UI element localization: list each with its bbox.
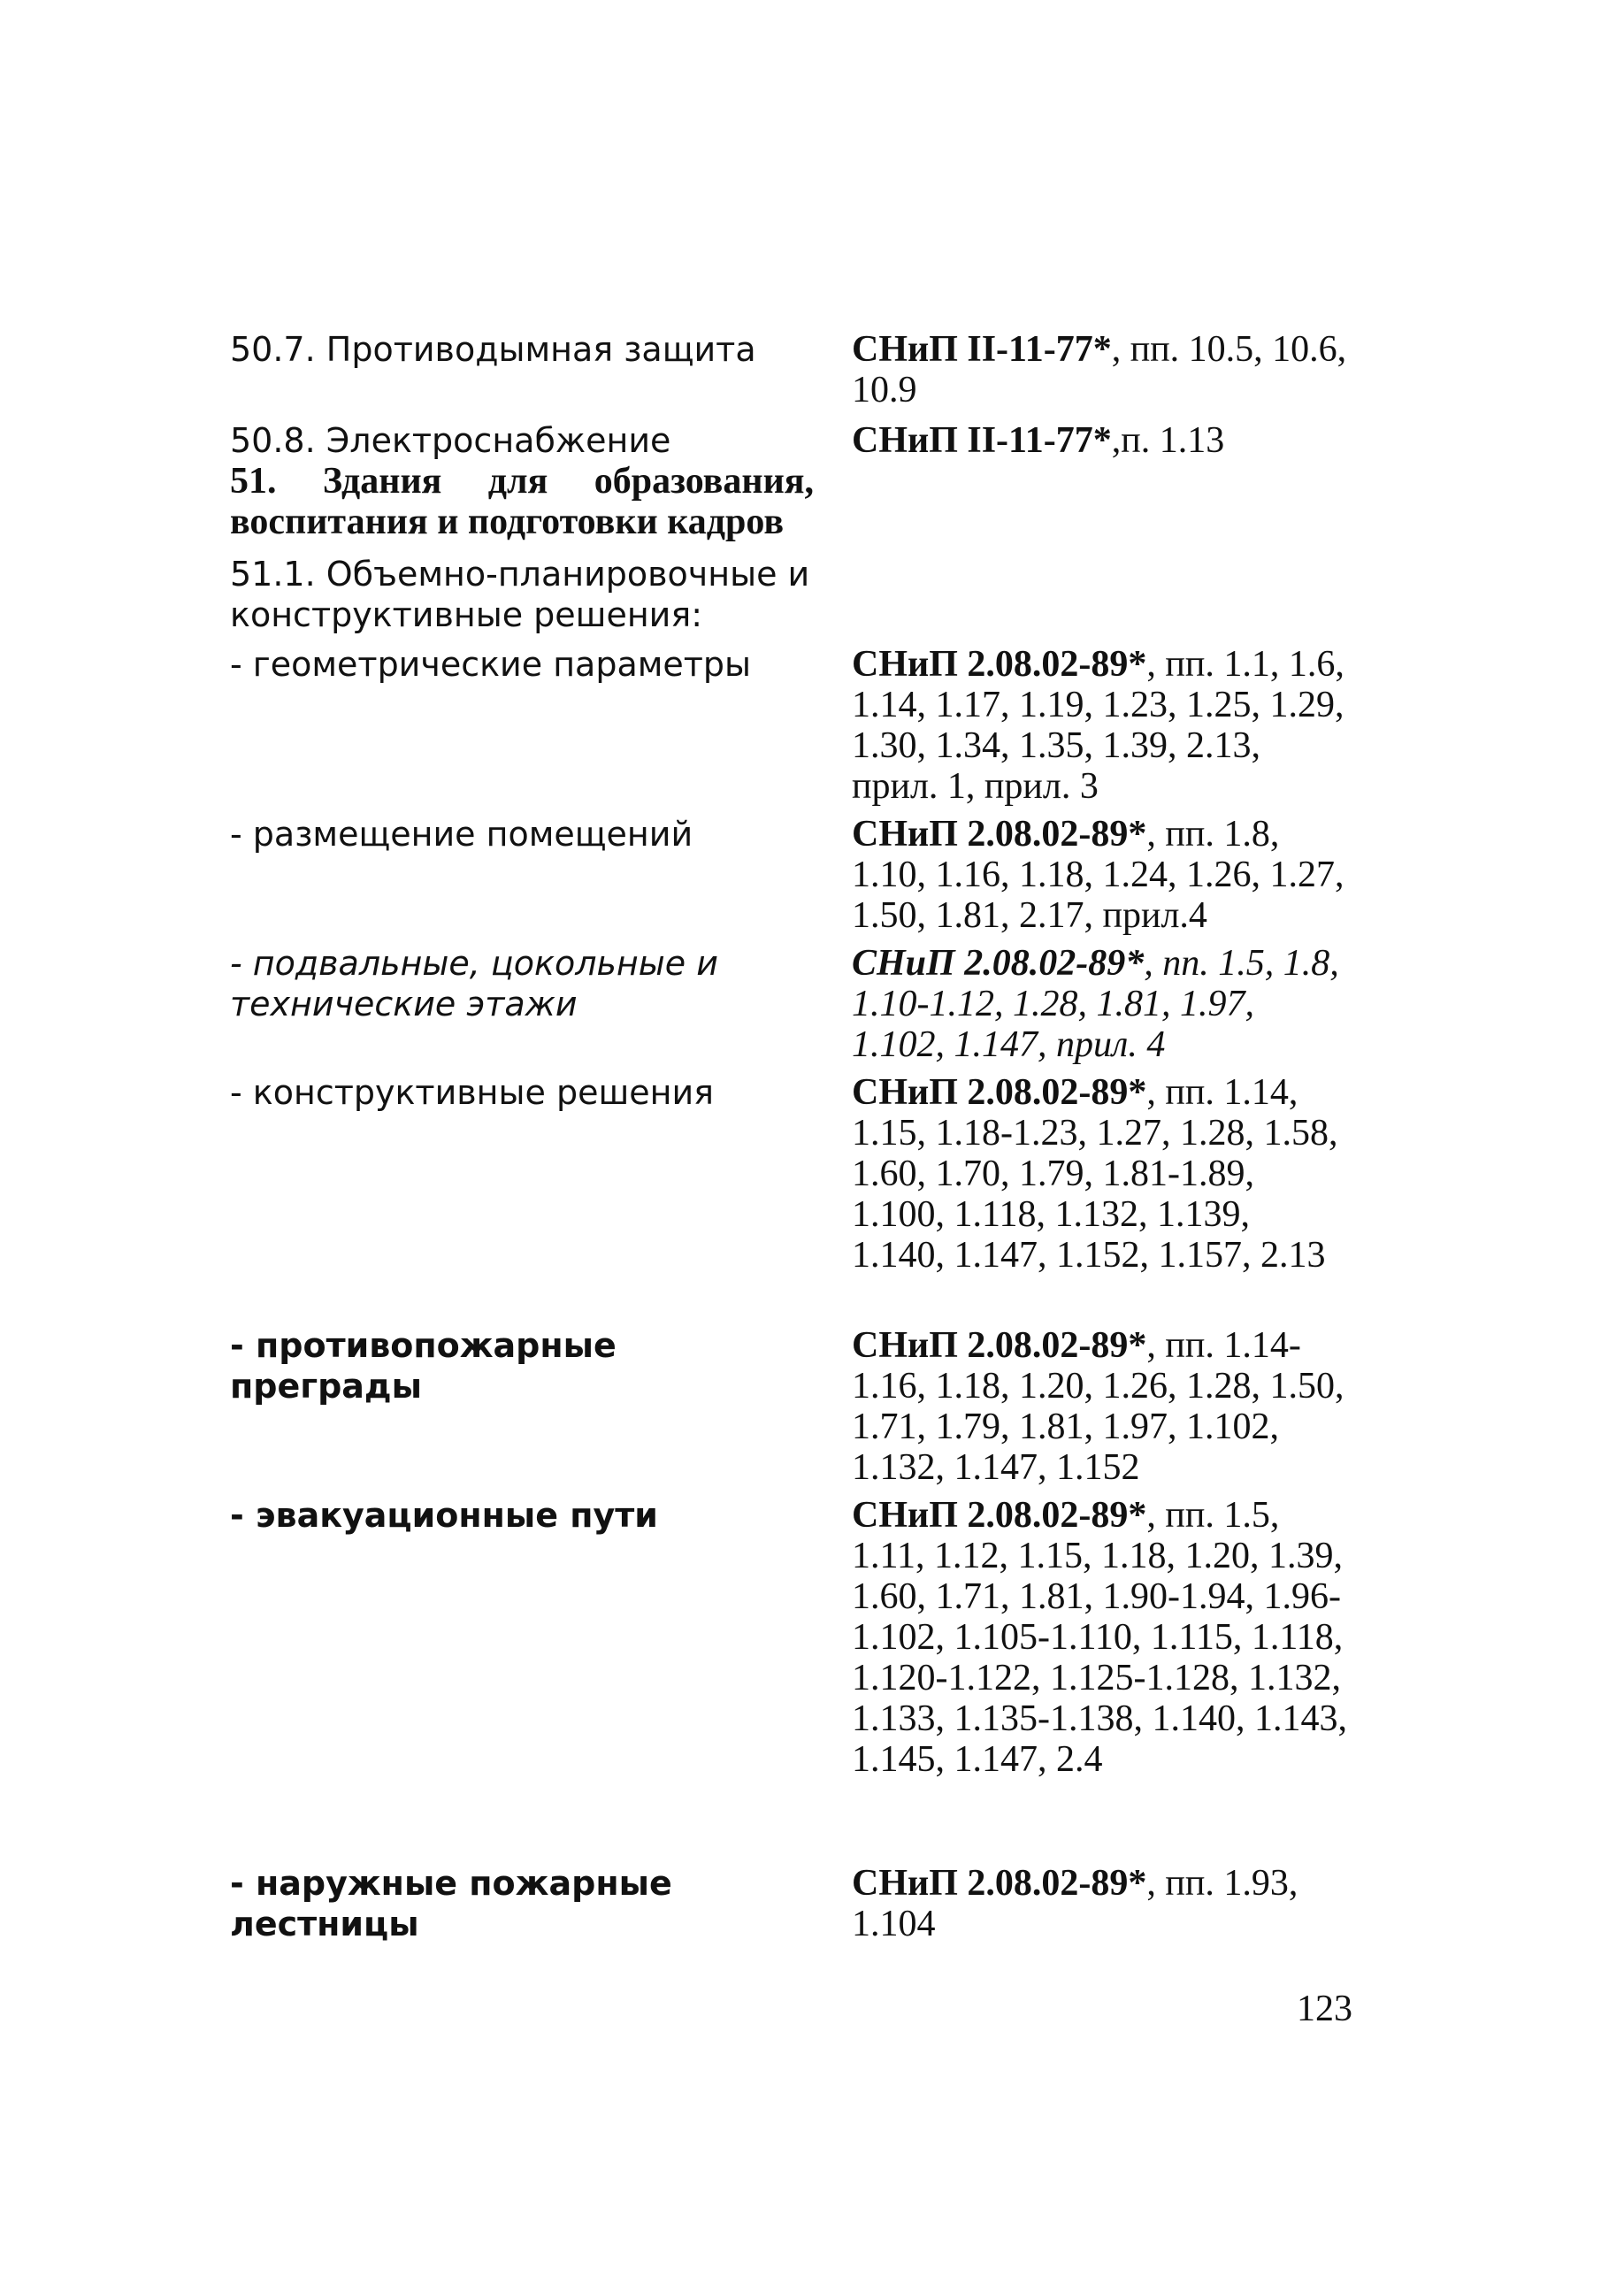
clause-list: , пп. 1.14-1.16, 1.18, 1.20, 1.26, 1.28, 1.50, 1.71, 1.79, 1.81, 1.97, 1.102, 1.132, 1.147, 1.152 [852, 1325, 1344, 1488]
item-fire-barriers-reference [852, 1325, 1347, 1488]
snip-reference: СНиП 2.08.02-89* [852, 1072, 1147, 1113]
clause-list: , пп. 1.14, 1.15, 1.18-1.23, 1.27, 1.28, 1.58, 1.60, 1.70, 1.79, 1.81-1.89, 1.100, 1.118, 1.132, 1.139, 1.140, 1.147, 1.152, 1.157, 2.13 [852, 1072, 1338, 1276]
clause-list: , пп. 1.5, 1.8, 1.10-1.12, 1.28, 1.81, 1.97, 1.102, 1.147, прил. 4 [852, 943, 1339, 1065]
item-evacuation-routes: - эвакуационные пути [230, 1496, 658, 1535]
item-evacuation-routes-reference [852, 1495, 1347, 1780]
snip-reference: СНиП 2.08.02-89* [852, 1863, 1147, 1904]
snip-reference: СНиП 2.08.02-89* [852, 644, 1147, 685]
item-50-7-reference [852, 329, 1347, 410]
snip-reference: СНиП II-11-77* [852, 420, 1112, 461]
page-number: 123 [1297, 1989, 1352, 2029]
snip-reference: СНиП 2.08.02-89* [852, 1325, 1147, 1366]
item-50-8-reference [852, 420, 1347, 461]
item-51-1-title: 51.1. Объемно-планировочные и конструктивные решения: [230, 555, 810, 634]
item-room-placement: - размещение помещений [230, 815, 693, 854]
clause-list: , пп. 1.8, 1.10, 1.16, 1.18, 1.24, 1.26, 1.27, 1.50, 1.81, 2.17, прил.4 [852, 814, 1344, 936]
item-50-7-title: 50.7. Противодымная защита [230, 330, 756, 369]
snip-reference: СНиП 2.08.02-89* [852, 814, 1147, 855]
section-51-heading: 51. Здания для образования, воспитания и подготовки кадров [230, 461, 814, 542]
item-structural-solutions-reference [852, 1072, 1347, 1276]
clause-list: , пп. 10.5, 10.6, 10.9 [852, 329, 1347, 410]
item-basement-floors-reference [852, 943, 1347, 1065]
snip-reference: СНиП II-11-77* [852, 329, 1112, 370]
clause-list: , пп. 1.1, 1.6, 1.14, 1.17, 1.19, 1.23, 1.25, 1.29, 1.30, 1.34, 1.35, 1.39, 2.13, прил. 1, прил. 3 [852, 644, 1344, 807]
item-structural-solutions: - конструктивные решения [230, 1073, 715, 1112]
item-50-8-title: 50.8. Электроснабжение [230, 421, 671, 460]
snip-reference: СНиП 2.08.02-89* [852, 943, 1145, 984]
snip-reference: СНиП 2.08.02-89* [852, 1495, 1147, 1536]
item-geometric-parameters-reference [852, 644, 1347, 807]
clause-list: , пп. 1.5, 1.11, 1.12, 1.15, 1.18, 1.20, 1.39, 1.60, 1.71, 1.81, 1.90-1.94, 1.96-1.102, 1.105-1.110, 1.115, 1.118, 1.120-1.122, 1.125-1.128, 1.132, 1.133, 1.135-1.138, 1.140, 1.143, 1.145, 1.147, 2.4 [852, 1495, 1347, 1780]
item-external-fire-stairs: - наружные пожарные лестницы [230, 1864, 672, 1943]
item-geometric-parameters: - геометрические параметры [230, 645, 752, 684]
clause-list: ,п. 1.13 [1111, 420, 1225, 461]
item-external-fire-stairs-reference [852, 1863, 1347, 1944]
item-room-placement-reference [852, 814, 1347, 936]
clause-list: , пп. 1.93, 1.104 [852, 1863, 1298, 1944]
item-basement-floors: - подвальные, цокольные и технические этажи [230, 944, 718, 1023]
item-fire-barriers: - противопожарные преграды [230, 1326, 617, 1406]
